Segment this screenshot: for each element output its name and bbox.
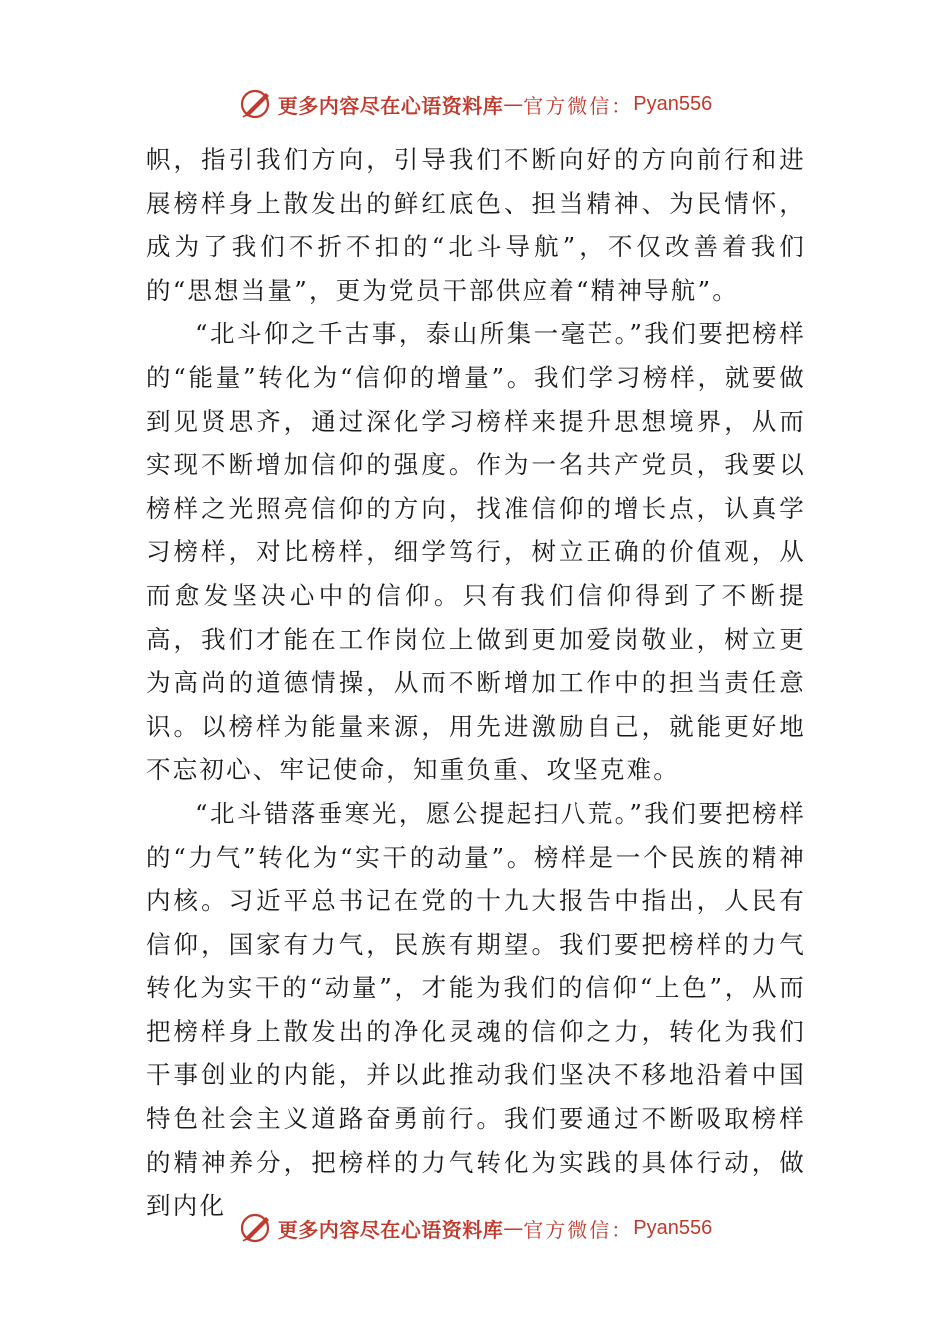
pen-circle-icon [238, 87, 272, 121]
banner-wechat-label: 官方微信： [523, 1217, 634, 1242]
pen-circle-icon [238, 1211, 272, 1245]
footer-banner [0, 1208, 950, 1248]
banner-brand-text: 更多内容尽在心语资料库 [277, 93, 504, 118]
banner-wechat-label: 官方微信： [523, 93, 634, 118]
paragraph: “北斗错落垂寒光，愿公提起扫八荒。”我们要把榜样的“力气”转化为“实干的动量”。榜样是一个民族的精神内核。习近平总书记在党的十九大报告中指出，人民有信仰，国家有力气，民族有期望。我们要把榜样的力气转化为实干的“动量”，才能为我们的信仰“上色”，从而把榜样身上散发出的净化灵魂的信仰之力，转化为我们干事创业的内能，并以此推动我们坚决不移地沿着中国特色社会主义道路奋勇前行。我们要通过不断吸取榜样的精神养分，把榜样的力气转化为实践的具体行动，做到内化 [146, 798, 806, 1221]
banner-wechat-id: Pyan556 [633, 92, 713, 115]
banner-separator: — [503, 92, 524, 116]
header-banner [0, 84, 950, 124]
paragraph: 帜，指引我们方向，引导我们不断向好的方向前行和进展榜样身上散发出的鲜红底色、担当精神、为民情怀，成为了我们不折不扣的“北斗导航”，不仅改善着我们的“思想当量”，更为党员干部供应着“精神导航”。 [146, 145, 806, 305]
document-body [146, 138, 806, 1228]
banner-wechat-id: Pyan556 [633, 1216, 713, 1239]
paragraph: “北斗仰之千古事，泰山所集一毫芒。”我们要把榜样的“能量”转化为“信仰的增量”。我们学习榜样，就要做到见贤思齐，通过深化学习榜样来提升思想境界，从而实现不断增加信仰的强度。作为一名共产党员，我要以榜样之光照亮信仰的方向，找准信仰的增长点，认真学习榜样，对比榜样，细学笃行，树立正确的价值观，从而愈发坚决心中的信仰。只有我们信仰得到了不断提高，我们才能在工作岗位上做到更加爱岗敬业，树立更为高尚的道德情操，从而不断增加工作中的担当责任意识。以榜样为能量来源，用先进激励自己，就能更好地不忘初心、牢记使命，知重负重、攻坚克难。 [146, 319, 806, 785]
banner-separator: — [503, 1216, 524, 1240]
banner-brand-text: 更多内容尽在心语资料库 [277, 1217, 504, 1242]
